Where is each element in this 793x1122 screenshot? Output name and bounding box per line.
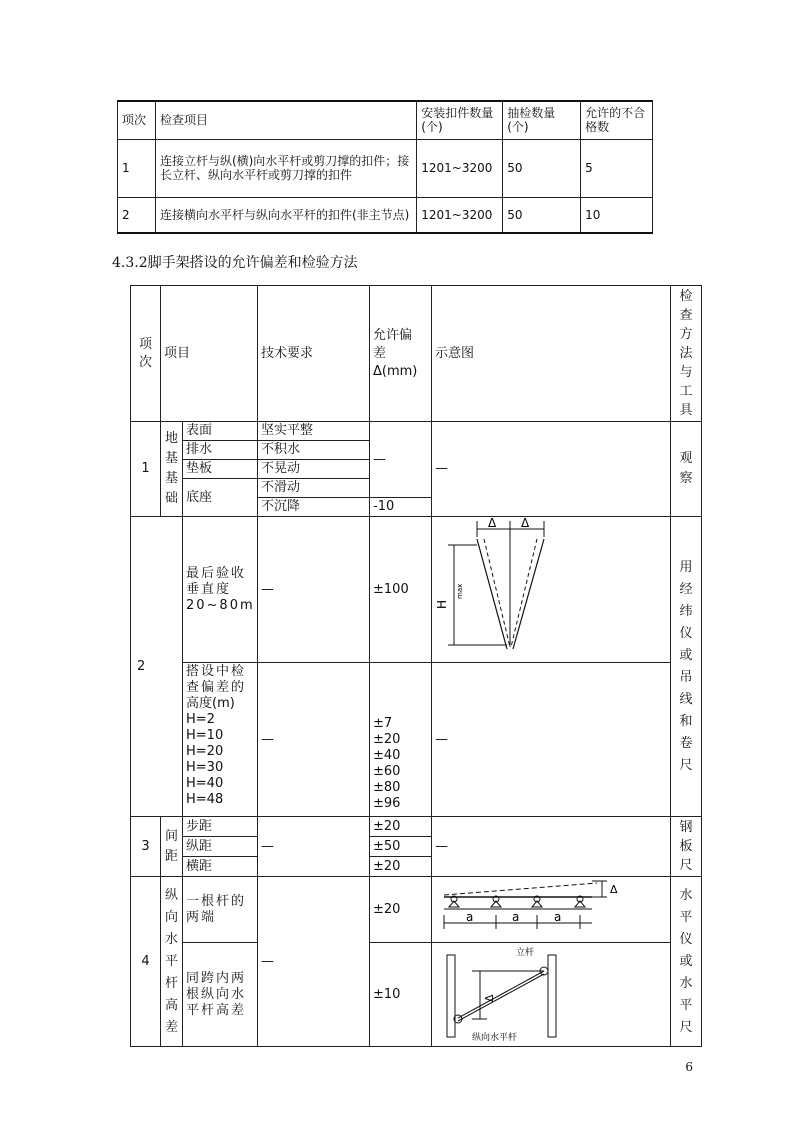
table-row: [118, 139, 653, 197]
h-label: H: [435, 599, 450, 609]
row-item: 一根杆的两端: [183, 877, 258, 943]
header-no: 项次: [118, 101, 156, 139]
row-method: 钢板尺: [671, 817, 702, 877]
row-tol: ±10: [370, 943, 432, 1047]
tol-line: ±20: [373, 732, 401, 747]
row-no: 1: [131, 422, 161, 517]
row-allowed: 5: [581, 139, 653, 197]
row-group: 间距: [161, 817, 183, 877]
verticality-diagram: [432, 517, 671, 663]
hmax-label: max: [456, 583, 465, 599]
row-tol: ±100: [370, 517, 432, 663]
row-tech: —: [258, 817, 370, 877]
item-line: H=10: [186, 728, 224, 743]
item-line: H=48: [186, 792, 224, 807]
sub-item: 底座: [183, 479, 258, 517]
verticality-figure: [432, 517, 671, 657]
row-no: 1: [118, 139, 156, 197]
delta-label-right: Δ: [521, 517, 530, 530]
tol-line: ±40: [373, 748, 401, 763]
row-item: [183, 663, 258, 817]
row-item: 最后验收垂直度20~80m: [183, 517, 258, 663]
row-item: 同跨内两根纵向水平杆高差: [183, 943, 258, 1047]
item-line: 高度(m): [186, 696, 235, 711]
row-tol-last: -10: [370, 498, 432, 517]
table-row: [131, 817, 702, 837]
item-line: H=40: [186, 776, 224, 791]
a-label: a: [554, 910, 562, 924]
level-diagram-a: [432, 877, 671, 943]
row-tech: —: [258, 877, 370, 1047]
level-figure-b: [432, 943, 671, 1041]
item-line: H=30: [186, 760, 224, 775]
bar-label: 纵向水平杆: [472, 1033, 518, 1041]
header-tech: 技术要求: [258, 286, 370, 422]
header-tol: 允许偏差Δ(mm): [370, 286, 432, 422]
table-row: [131, 877, 702, 943]
row-diagram: —: [432, 817, 671, 877]
header-qty: 安装扣件数量(个): [417, 101, 503, 139]
delta-label: Δ: [610, 883, 618, 896]
row-sample: 50: [503, 139, 581, 197]
post-label: 立杆: [516, 948, 535, 958]
sub-tech: 坚实平整: [258, 422, 370, 441]
level-diagram-b: [432, 943, 671, 1047]
sub-item: 纵距: [183, 837, 258, 857]
table-row: [118, 197, 653, 233]
row-allowed: 10: [581, 197, 653, 233]
row-item: 连接横向水平杆与纵向水平杆的扣件(非主节点): [155, 197, 416, 233]
row-no: 2: [118, 197, 156, 233]
sub-tech: 不积水: [258, 441, 370, 460]
row-item: 连接立杆与纵(横)向水平杆或剪刀撑的扣件；接长立杆、纵向水平杆或剪刀撑的扣件: [155, 139, 416, 197]
header-diagram: 示意图: [432, 286, 671, 422]
table-header-row: [131, 286, 702, 422]
tol-line: ±7: [373, 716, 393, 731]
sub-tech: 不晃动: [258, 460, 370, 479]
tol-line: ±60: [373, 764, 401, 779]
sub-item: 表面: [183, 422, 258, 441]
table-row: [131, 943, 702, 1047]
sub-tech: 不沉降: [258, 498, 370, 517]
item-line: H=20: [186, 744, 224, 759]
header-method: 检查方法与工具: [671, 286, 702, 422]
delta-label: Δ: [483, 994, 497, 1002]
page-number: 6: [685, 1060, 693, 1074]
row-method: 观察: [671, 422, 702, 517]
tol-line: ±80: [373, 780, 401, 795]
row-tol: ±20: [370, 877, 432, 943]
row-no: 2: [131, 517, 183, 817]
header-sample: 抽检数量(个): [503, 101, 581, 139]
row-sample: 50: [503, 197, 581, 233]
header-item: 项目: [161, 286, 258, 422]
row-tech: —: [258, 663, 370, 817]
row-qty: 1201~3200: [417, 197, 503, 233]
sub-tech: 不滑动: [258, 479, 370, 498]
sub-item: 排水: [183, 441, 258, 460]
sub-item: 横距: [183, 857, 258, 877]
row-group: 纵向水平杆高差: [161, 877, 183, 1047]
row-tol: ±20: [370, 817, 432, 837]
scaffold-tolerance-table: [130, 285, 702, 1047]
sub-item: 步距: [183, 817, 258, 837]
row-tech: —: [258, 517, 370, 663]
level-figure-a: [432, 877, 671, 937]
row-method: 水平仪或水平尺: [671, 877, 702, 1047]
table-row: [131, 422, 702, 441]
row-tol: [370, 663, 432, 817]
row-method: 用经纬仪或吊线和卷尺: [671, 517, 702, 817]
section-heading: 4.3.2脚手架搭设的允许偏差和检验方法: [112, 255, 358, 271]
row-tol: —: [370, 422, 432, 498]
header-item: 检查项目: [155, 101, 416, 139]
fastener-inspection-table: [117, 100, 653, 234]
sub-item: 垫板: [183, 460, 258, 479]
delta-label-left: Δ: [488, 517, 497, 530]
row-diagram: —: [432, 422, 671, 517]
table-row: [131, 663, 702, 817]
row-tol: ±50: [370, 837, 432, 857]
a-label: a: [466, 910, 474, 924]
item-line: H=2: [186, 712, 215, 727]
table-header-row: [118, 101, 653, 139]
header-no: 项次: [131, 286, 161, 422]
row-qty: 1201~3200: [417, 139, 503, 197]
row-no: 4: [131, 877, 161, 1047]
row-group: 地基基础: [161, 422, 183, 517]
item-line: 搭设中检查偏差的: [186, 664, 247, 695]
tol-line: ±96: [373, 796, 401, 811]
row-tol: ±20: [370, 857, 432, 877]
row-diagram: —: [432, 663, 671, 817]
a-label: a: [512, 910, 520, 924]
table-row: [131, 517, 702, 663]
header-allowed: 允许的不合格数: [581, 101, 653, 139]
row-no: 3: [131, 817, 161, 877]
